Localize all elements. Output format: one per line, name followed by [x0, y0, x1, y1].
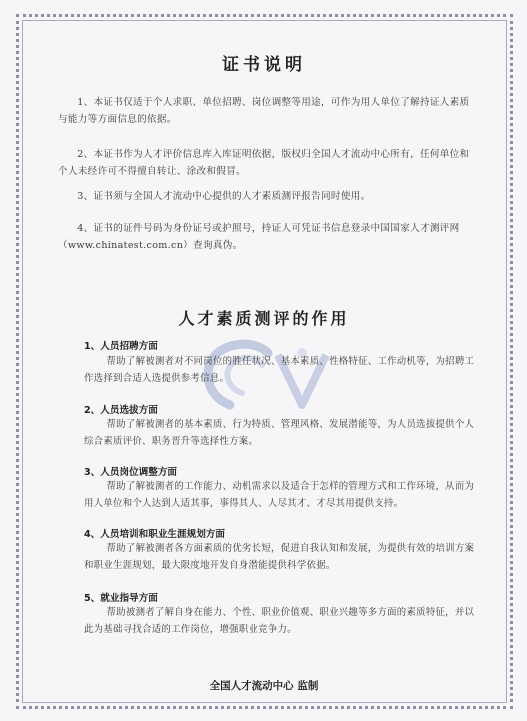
section-body-selection: 帮助了解被测者的基本素质、行为特质、管理风格、发展潜能等，为人员选拔提供个人综合素质评价、职务晋升等选择性方案。 [84, 419, 475, 447]
section-heading-selection: 2、人员选拔方面 [84, 405, 158, 416]
section-body-position-adjustment: 帮助了解被测者的工作能力、动机需求以及适合于怎样的管理方式和工作环境，从而为用人单位和个人达到人适其事，事得其人、人尽其才、才尽其用提供支持。 [84, 481, 475, 509]
section-heading-position-adjustment: 3、人员岗位调整方面 [84, 467, 178, 478]
section-heading-training-career: 4、人员培训和职业生涯规划方面 [84, 529, 225, 540]
note-item-3: 3、证书须与全国人才流动中心提供的人才素质测评报告同时使用。 [77, 191, 371, 202]
assessment-role-title: 人才素质测评的作用 [178, 309, 350, 328]
section-heading-employment-guidance: 5、就业指导方面 [84, 593, 158, 604]
section-body-employment-guidance: 帮助被测者了解自身在能力、个性、职业价值观、职业兴趣等多方面的素质特征，并以此为基础寻找合适的工作岗位，增强职业竞争力。 [84, 607, 475, 635]
section-heading-recruitment: 1、人员招聘方面 [84, 341, 158, 352]
note-item-4: 4、证书的证件号码为身份证号或护照号，持证人可凭证书信息登录中国国家人才测评网（www.chinatest.com.cn）查询真伪。 [58, 223, 460, 251]
note-item-2: 2、本证书作为人才评价信息库入库证明依据，版权归全国人才流动中心所有，任何单位和个人未经许可不得擅自转让、涂改和假冒。 [58, 149, 470, 177]
section-body-training-career: 帮助了解被测者各方面素质的优劣长短，促进自我认知和发展，为提供有效的培训方案和职业生涯规划，最大限度地开发自身潜能提供科学依据。 [84, 543, 475, 571]
section-body-recruitment: 帮助了解被测者对不同岗位的胜任状况、基本素质、性格特征、工作动机等，为招聘工作选择到合适人选提供参考信息。 [84, 356, 475, 384]
certificate-notes-title: 证书说明 [222, 55, 306, 75]
note-item-1: 1、本证书仅适于个人求职、单位招聘、岗位调整等用途，可作为用人单位了解持证人素质与能力等方面信息的依据。 [58, 97, 470, 125]
issuer-footer: 全国人才流动中心 监制 [209, 680, 319, 692]
